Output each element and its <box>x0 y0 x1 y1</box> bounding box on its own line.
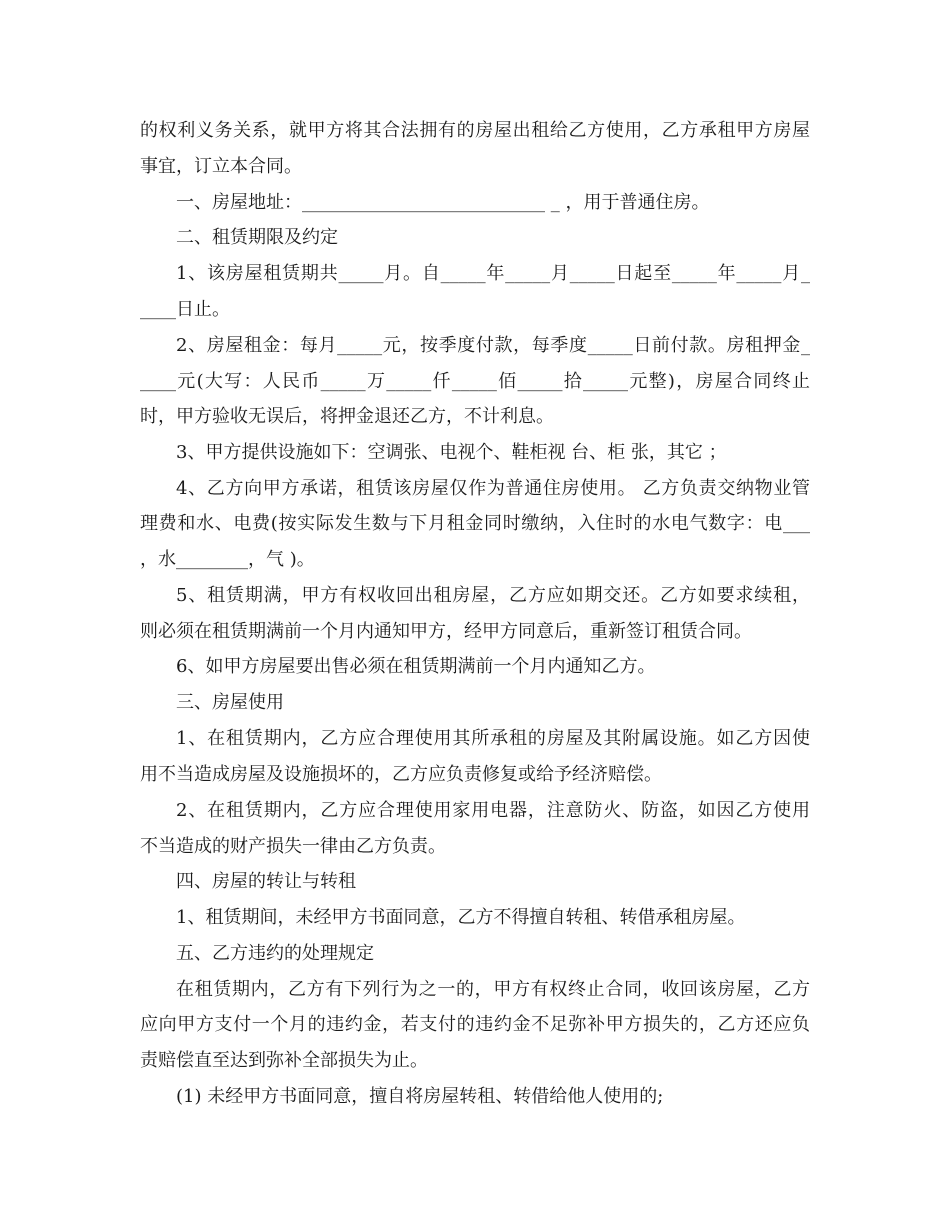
text-line: 事宜，订立本合同。 <box>140 156 302 177</box>
text-line: 二、租赁期限及约定 <box>176 227 338 248</box>
text-line: (1) 未经甲方书面同意，擅自将房屋转租、转借给他人使用的; <box>176 1086 664 1107</box>
text-line: 在租赁期内，乙方有下列行为之一的，甲方有权终止合同，收回该房屋，乙方 <box>176 979 810 1000</box>
text-line: 1、租赁期间，未经甲方书面同意，乙方不得擅自转租、转借承租房屋。 <box>176 907 746 928</box>
text-line: 不当造成的财产损失一律由乙方负责。 <box>140 836 446 857</box>
text-line: 应向甲方支付一个月的违约金，若支付的违约金不足弥补甲方损失的，乙方还应负 <box>140 1014 810 1035</box>
text-line: ，水________，气 )。 <box>140 549 315 570</box>
text-line: 4、乙方向甲方承诺，租赁该房屋仅作为普通住房使用。 乙方负责交纳物业管 <box>176 478 810 499</box>
text-line: ____日止。 <box>140 299 230 320</box>
text-line: 6、如甲方房屋要出售必须在租赁期满前一个月内通知乙方。 <box>176 656 656 677</box>
text-line: 3、甲方提供设施如下：空调张、电视个、鞋柜视 台、柜 张，其它 ； <box>176 442 727 463</box>
text-line: 1、该房屋租赁期共_____月。自_____年_____月_____日起至_____年_____月_ <box>176 263 810 284</box>
text-line: 五、乙方违约的处理规定 <box>176 943 374 964</box>
text-line: 1、在租赁期内，乙方应合理使用其所承租的房屋及其附属设施。如乙方因使 <box>176 728 810 749</box>
text-line: 5、租赁期满，甲方有权收回出租房屋，乙方应如期交还。乙方如要求续租， <box>176 585 810 606</box>
text-line: 一、房屋地址：___________________________ _ ，用于普通住房。 <box>176 192 710 213</box>
text-line: 三、房屋使用 <box>176 692 284 713</box>
text-line: 2、房屋租金：每月_____元，按季度付款，每季度_____日前付款。房租押金_ <box>176 335 810 356</box>
text-line: 用不当造成房屋及设施损坏的，乙方应负责修复或给予经济赔偿。 <box>140 764 662 785</box>
text-line: 责赔偿直至达到弥补全部损失为止。 <box>140 1050 428 1071</box>
text-line: 的权利义务关系，就甲方将其合法拥有的房屋出租给乙方使用，乙方承租甲方房屋 <box>140 120 810 141</box>
text-line: 则必须在租赁期满前一个月内通知甲方，经甲方同意后，重新签订租赁合同。 <box>140 621 752 642</box>
text-line: 四、房屋的转让与转租 <box>176 871 356 892</box>
text-line: 时，甲方验收无误后，将押金退还乙方，不计利息。 <box>140 406 554 427</box>
text-line: 理费和水、电费(按实际发生数与下月租金同时缴纳，入住时的水电气数字：电___ <box>140 513 810 534</box>
text-line: 2、在租赁期内，乙方应合理使用家用电器，注意防火、防盗，如因乙方使用 <box>176 800 810 821</box>
text-line: ____元(大写：人民币_____万_____仟_____佰_____拾_____元整)，房屋合同终止 <box>140 371 810 392</box>
